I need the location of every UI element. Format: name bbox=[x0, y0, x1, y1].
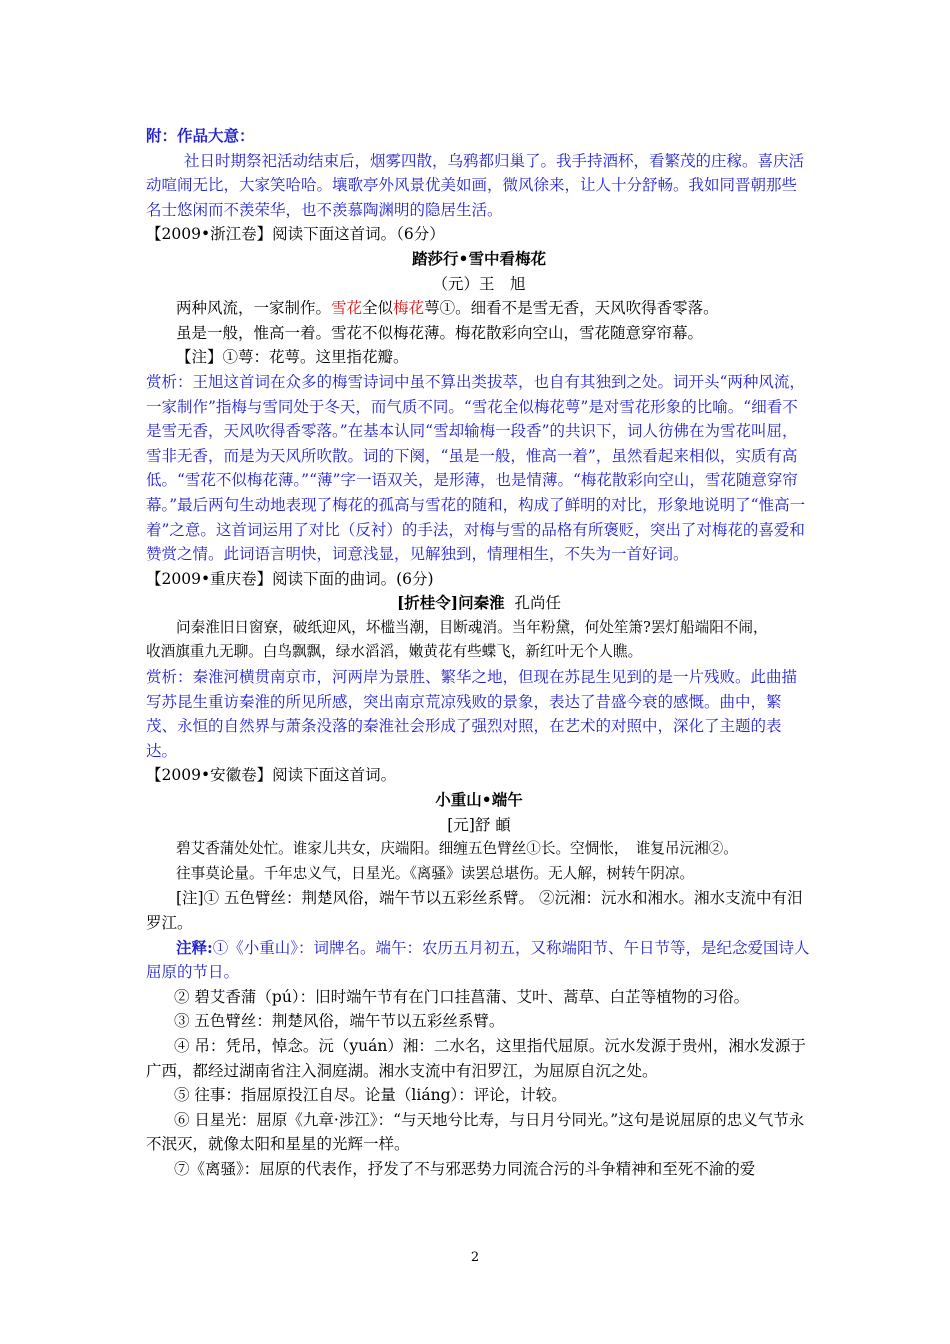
q3-note: [注]① 五色臂丝：荆楚风俗，端午节以五彩丝系臂。 ②沅湘：沅水和湘水。湘水支流中有汨罗江。 bbox=[146, 889, 803, 932]
q3-annotation-3: ③ 五色臂丝：荆楚风俗，端午节以五彩丝系臂。 bbox=[174, 1012, 505, 1031]
q3-poem-line-1: 碧艾香蒲处处忙。谁家儿共女，庆端阳。细缠五色臂丝①长。空惆怅， 谁复吊沅湘②。 bbox=[176, 840, 738, 858]
q1-analysis: 赏析：王旭这首词在众多的梅雪诗词中虽不算出类拔萃，也自有其独到之处。词开头“两种风流，一家制作”指梅与雪同处于冬天，而气质不同。“雪花全似梅花萼”是对雪花形象的比喻。“细看不是雪无香，天风吹得香零落。”在基本认同“雪却输梅一段香”的共识下，词人彷佛在为雪花叫屈，雪非无香，而是为天风所吹散。词的下阕，“虽是一般，惟高一着”，虽然看起来相似，实质有高低。“雪花不似梅花薄。”“薄”字一语双关，是形薄，也是情薄。“梅花散彩向空山，雪花随意穿帘幕。”最后两句生动地表现了梅花的孤高与雪花的随和，构成了鲜明的对比，形象地说明了“惟高一着”之意。这首词运用了对比（反衬）的手法，对梅与雪的品格有所褒贬，突出了对梅花的喜爱和赞赏之情。此词语言明快，词意浅显，见解独到，情理相生，不失为一首好词。 bbox=[146, 372, 806, 564]
q1-poem-title: 踏莎行•雪中看梅花 bbox=[412, 248, 546, 268]
q1-poem-line-2: 虽是一般，惟高一着。雪花不似梅花薄。梅花散彩向空山，雪花随意穿帘幕。 bbox=[176, 323, 704, 342]
q3-annotation-1 bbox=[146, 936, 812, 985]
q1-source: 【2009•浙江卷】阅读下面这首词。（6分） bbox=[146, 225, 445, 244]
q1-line1-part-a: 两种风流，一家制作。 bbox=[176, 299, 332, 318]
q3-annotation-7: ⑦《离骚》：屈原的代表作，抒发了不与邪恶势力同流合污的斗争精神和至死不渝的爱 bbox=[174, 1159, 756, 1178]
q1-note: 【注】①萼：花萼。这里指花瓣。 bbox=[176, 348, 409, 367]
q1-highlight-xuehua: 雪花 bbox=[331, 299, 363, 318]
q2-poem-title: [折桂令]问秦淮 bbox=[396, 593, 505, 613]
q3-notes-label: 注释: bbox=[176, 937, 213, 957]
page-content bbox=[146, 124, 812, 1182]
q3-annotation-1-text: ①《小重山》：词牌名。端午：农历五月初五，又称端阳节、午日节等，是纪念爱国诗人屈原的节日。 bbox=[146, 938, 810, 982]
q2-poem-line-2: 收酒旗重九无聊。白鸟飘飘，绿水滔滔，嫩黄花有些蝶飞，新红叶无个人瞧。 bbox=[146, 643, 643, 661]
appendix-text: 社日时期祭祀活动结束后，烟雾四散，乌鸦都归巢了。我手持酒杯，看繁茂的庄稼。喜庆活动喧闹无比，大家笑哈哈。壤歌亭外风景优美如画，微风徐来，让人十分舒畅。我如同晋朝那些名士悠闲而不羡荣华，也不羡慕陶渊明的隐居生活。 bbox=[146, 151, 805, 219]
q2-source: 【2009•重庆卷】阅读下面的曲词。(6分) bbox=[146, 569, 434, 588]
q3-annotation-6: ⑥ 日星光：屈原《九章·涉江》：“与天地兮比寿，与日月兮同光。”这句是说屈原的忠义气节永不泯灭，就像太阳和星星的光辉一样。 bbox=[146, 1110, 805, 1154]
q3-source: 【2009•安徽卷】阅读下面这首词。 bbox=[146, 766, 397, 785]
q3-poem-line-2: 往事莫论量。千年忠义气，日星光。《离骚》读罢总堪伤。无人解，树转午阴凉。 bbox=[176, 864, 695, 882]
q3-author: [元]舒 頔 bbox=[447, 815, 511, 834]
q2-analysis: 赏析：秦淮河横贯南京市，河两岸为景胜、繁华之地，但现在苏昆生见到的是一片残败。此曲描写苏昆生重访秦淮的所见所感，突出南京荒凉残败的景象，表达了昔盛今衰的感慨。曲中，繁茂、永恒的自然界与萧条没落的秦淮社会形成了强烈对照，在艺术的对照中，深化了主题的表达。 bbox=[146, 668, 798, 760]
q1-line1-part-c: 萼①。细看不是雪无香，天风吹得香零落。 bbox=[424, 299, 719, 318]
q2-title-line bbox=[146, 591, 812, 616]
q3-annotation-2: ② 碧艾香蒲（pú）：旧时端午节有在门口挂菖蒲、艾叶、蒿草、白芷等植物的习俗。 bbox=[174, 987, 750, 1006]
appendix-heading: 附：作品大意： bbox=[146, 126, 255, 145]
q2-author: 孔尚任 bbox=[514, 594, 562, 613]
q1-poem-line-1 bbox=[146, 296, 812, 321]
q3-annotation-5: ⑤ 往事：指屈原投江自尽。论量（liáng）：评论，计较。 bbox=[174, 1086, 567, 1105]
q1-line1-part-b: 全似 bbox=[362, 299, 394, 318]
q3-poem-title: 小重山•端午 bbox=[435, 790, 523, 810]
q3-annotation-4: ④ 吊：凭吊，悼念。沅（yuán）湘：二水名，这里指代屈原。沅水发源于贵州，湘水发源于广西，都经过湖南省注入洞庭湖。湘水支流中有汨罗江，为屈原自沉之处。 bbox=[146, 1036, 806, 1080]
q1-highlight-meihua: 梅花 bbox=[393, 299, 425, 318]
page-number: 2 bbox=[470, 1250, 480, 1265]
q1-author: （元）王 旭 bbox=[432, 274, 526, 293]
q2-poem-line-1: 问秦淮旧日窗寮，破纸迎风，坏槛当潮，目断魂消。当年粉黛，何处笙箫?罢灯船端阳不闹， bbox=[176, 618, 768, 636]
